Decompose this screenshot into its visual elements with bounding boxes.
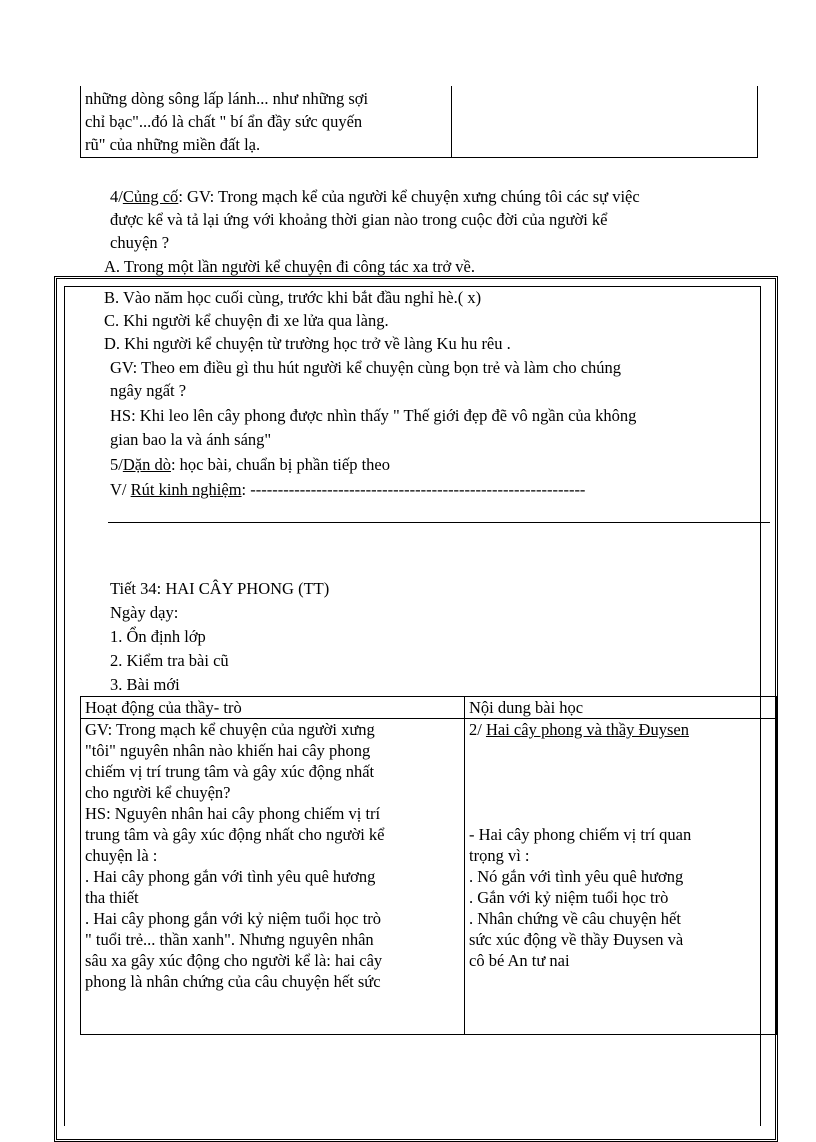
- content-line: - Hai cây phong chiếm vị trí quan: [469, 825, 692, 844]
- rut-kinh-heading: Rút kinh nghiệm: [130, 480, 242, 499]
- activity-line: "tôi" nguyên nhân nào khiến hai cây phong: [85, 741, 371, 760]
- dan-do-text: : học bài, chuẩn bị phần tiếp theo: [170, 455, 390, 474]
- top-table-line: những dòng sông lấp lánh... như những sợi: [85, 89, 369, 108]
- page-frame-inner-left: [64, 286, 65, 1126]
- header-activity: Hoạt động của thầy- trò: [81, 697, 465, 719]
- content-cell: [465, 719, 777, 1035]
- cungco-line-1: [110, 186, 640, 207]
- cungco-number: 4/: [110, 187, 123, 206]
- rut-kinh-number: V/: [110, 480, 131, 499]
- content-line: trọng vì :: [469, 846, 530, 865]
- lesson-title: Tiết 34: HAI CÂY PHONG (TT): [110, 579, 330, 598]
- step-3: 3. Bài mới: [110, 675, 180, 694]
- gv-question-line-2: ngây ngất ?: [110, 381, 187, 400]
- activity-line: HS: Nguyên nhân hai cây phong chiếm vị trí: [85, 804, 381, 823]
- activity-line: " tuổi trẻ... thần xanh". Nhưng nguyên nhân: [85, 930, 374, 949]
- content-line: sức xúc động về thầy Đuysen và: [469, 930, 684, 949]
- dan-do: [110, 454, 390, 475]
- top-table: [80, 86, 758, 158]
- content-line: . Nhân chứng về câu chuyện hết: [469, 909, 681, 928]
- activity-line: . Hai cây phong gắn với kỷ niệm tuổi học trò: [85, 909, 382, 928]
- step-1: 1. Ổn định lớp: [110, 627, 206, 646]
- lesson-table: [80, 696, 777, 1035]
- activity-line: tha thiết: [85, 888, 139, 907]
- option-d: D. Khi người kể chuyện từ trường học trở về làng Ku hu rêu .: [104, 334, 511, 353]
- activity-line: chuyện là :: [85, 846, 158, 865]
- activity-cell: [81, 719, 465, 1035]
- top-table-line: chỉ bạc"...đó là chất " bí ẩn đầy sức quyến: [85, 112, 363, 131]
- step-2: 2. Kiểm tra bài cũ: [110, 651, 229, 670]
- option-b: B. Vào năm học cuối cùng, trước khi bắt đầu nghỉ hè.( x): [104, 288, 482, 307]
- activity-line: cho người kể chuyện?: [85, 783, 231, 802]
- dan-do-heading: Dặn dò: [122, 455, 171, 474]
- dan-do-number: 5/: [110, 455, 123, 474]
- option-c: C. Khi người kể chuyện đi xe lửa qua làng.: [104, 311, 389, 330]
- cungco-line-3: chuyện ?: [110, 233, 170, 252]
- content-heading: [469, 719, 772, 740]
- table-row: [81, 719, 777, 1035]
- cungco-heading: Củng cố: [122, 187, 179, 206]
- content-line: . Nó gắn với tình yêu quê hương: [469, 867, 684, 886]
- top-table-line: rũ" của những miền đất lạ.: [85, 135, 261, 154]
- activity-line: phong là nhân chứng của câu chuyện hết sức: [85, 972, 381, 991]
- hs-answer-line-1: HS: Khi leo lên cây phong được nhìn thấy " Thế giới đẹp đẽ vô ngần của không: [110, 406, 637, 425]
- content-heading-number: 2/: [469, 720, 486, 739]
- activity-line: GV: Trong mạch kể chuyện của người xưng: [85, 720, 375, 739]
- activity-line: chiếm vị trí trung tâm và gây xúc động nhất: [85, 762, 375, 781]
- activity-line: sâu xa gây xúc động cho người kể là: hai cây: [85, 951, 383, 970]
- rut-kinh-dashes: : -------------------------------------------------------------: [241, 480, 586, 499]
- lesson-date: Ngày dạy:: [110, 603, 179, 622]
- cungco-line-2: được kể và tả lại ứng với khoảng thời gian nào trong cuộc đời của người kể: [110, 210, 608, 229]
- header-content: Nội dung bài học: [465, 697, 777, 719]
- rut-kinh-nghiem: [110, 479, 585, 500]
- hs-answer-line-2: gian bao la và ánh sáng": [110, 430, 272, 449]
- content-line: . Gắn với kỷ niệm tuổi học trò: [469, 888, 669, 907]
- content-heading-title: Hai cây phong và thầy Đuysen: [485, 720, 689, 739]
- cungco-text: : GV: Trong mạch kể của người kể chuyện xưng chúng tôi các sự việc: [178, 187, 640, 206]
- separator-line: [108, 522, 770, 523]
- activity-line: trung tâm và gây xúc động nhất cho người kể: [85, 825, 385, 844]
- gv-question-line-1: GV: Theo em điều gì thu hút người kể chuyện cùng bọn trẻ và làm cho chúng: [110, 358, 622, 377]
- content-line: cô bé An tư nai: [469, 951, 570, 970]
- table-header-row: [81, 697, 777, 719]
- activity-line: . Hai cây phong gắn với tình yêu quê hương: [85, 867, 376, 886]
- option-a: A. Trong một lần người kể chuyện đi công tác xa trở về.: [104, 257, 476, 276]
